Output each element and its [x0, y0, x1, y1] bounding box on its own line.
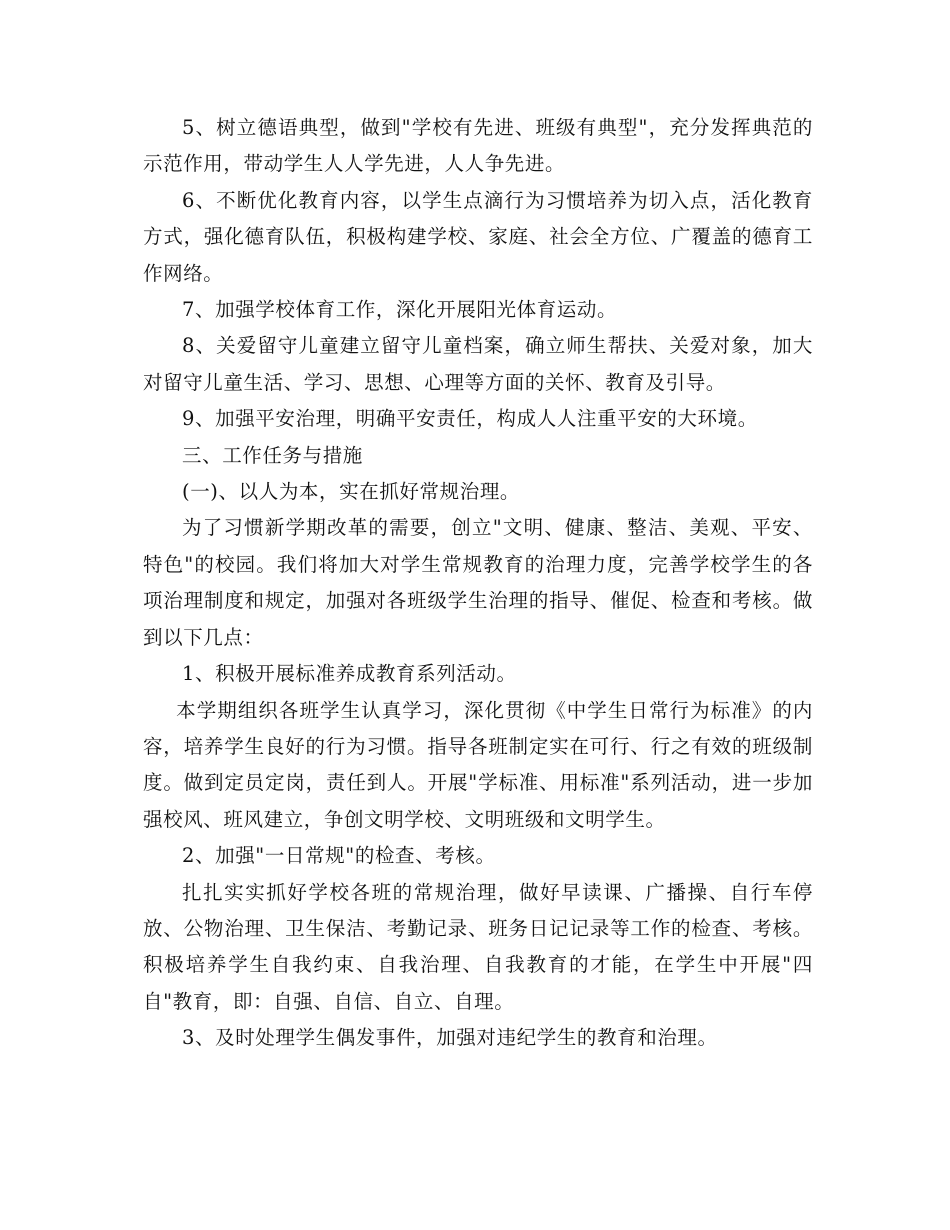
section-heading-3: 三、工作任务与措施: [182, 443, 363, 467]
subsection-heading-1: (一)、以人为本，实在抓好常规治理。: [182, 480, 521, 504]
paragraph-point-2: 扎扎实实抓好学校各班的常规治理，做好早读课、广播操、自行车停放、公物治理、卫生保洁、考勤记录、班务日记记录等工作的检查、考核。积极培养学生自我约束、自我治理、自我教育的才能，在学生中开展"四自"教育，即：自强、自信、自立、自理。: [143, 880, 813, 1013]
paragraph-item-5: 5、树立德语典型，做到"学校有先进、班级有典型"，充分发挥典范的示范作用，带动学生人人学先进，人人争先进。: [143, 116, 813, 176]
paragraph-item-8: 8、关爱留守儿童建立留守儿童档案，确立师生帮扶、关爱对象，加大对留守儿童生活、学习、思想、心理等方面的关怀、教育及引导。: [143, 334, 813, 394]
paragraph-item-9: 9、加强平安治理，明确平安责任，构成人人注重平安的大环境。: [182, 407, 758, 431]
point-heading-3: 3、及时处理学生偶发事件，加强对违纪学生的教育和治理。: [182, 1026, 718, 1050]
document-body: [143, 110, 813, 1057]
point-heading-1: 1、积极开展标准养成教育系列活动。: [182, 662, 517, 686]
paragraph-intro: 为了习惯新学期改革的需要，创立"文明、健康、整洁、美观、平安、特色"的校园。我们将加大对学生常规教育的治理力度，完善学校学生的各项治理制度和规定，加强对各班级学生治理的指导、催促、检查和考核。做到以下几点：: [143, 516, 813, 649]
paragraph-point-1: 本学期组织各班学生认真学习，深化贯彻《中学生日常行为标准》的内容，培养学生良好的行为习惯。指导各班制定实在可行、行之有效的班级制度。做到定员定岗，责任到人。开展"学标准、用标准"系列活动，进一步加强校风、班风建立，争创文明学校、文明班级和文明学生。: [143, 698, 813, 831]
point-heading-2: 2、加强"一日常规"的检查、考核。: [182, 844, 496, 868]
paragraph-item-6: 6、不断优化教育内容，以学生点滴行为习惯培养为切入点，活化教育方式，强化德育队伍，积极构建学校、家庭、社会全方位、广覆盖的德育工作网络。: [143, 188, 813, 285]
paragraph-item-7: 7、加强学校体育工作，深化开展阳光体育运动。: [182, 298, 618, 322]
